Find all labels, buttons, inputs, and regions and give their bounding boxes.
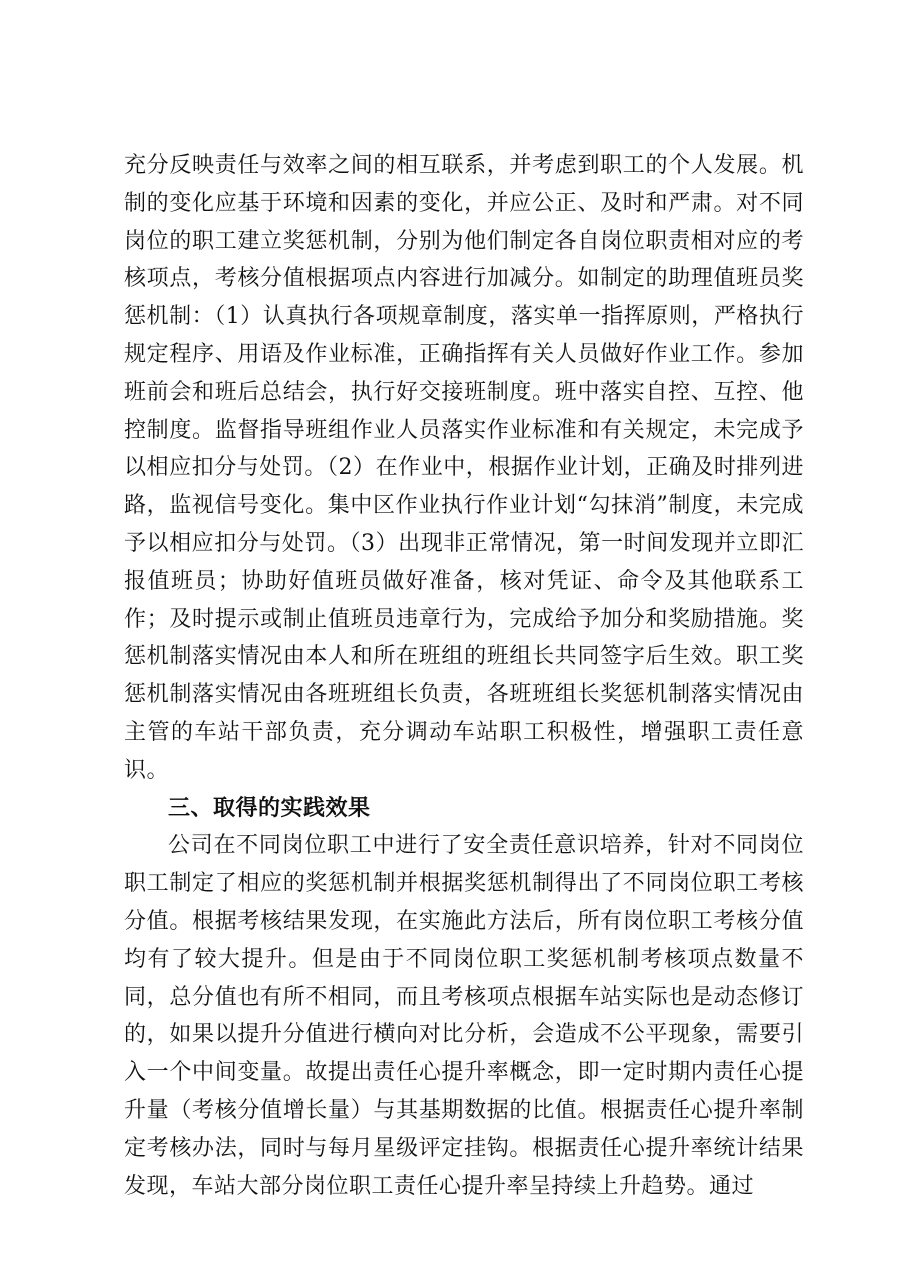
paragraph-reward-mechanism: 充分反映责任与效率之间的相互联系，并考虑到职工的个人发展。机制的变化应基于环境和因素的变化，并应公正、及时和严肃。对不同岗位的职工建立奖惩机制，分别为他们制定各自岗位职责相对应的考核项点，考核分值根据项点内容进行加减分。如制定的助理值班员奖惩机制：（1）认真执行各项规章制度，落实单一指挥原则，严格执行规定程序、用语及作业标准，正确指挥有关人员做好作业工作。参加班前会和班后总结会，执行好交接班制度。班中落实自控、互控、他控制度。监督指导班组作业人员落实作业标准和有关规定，未完成予以相应扣分与处罚。（2）在作业中，根据作业计划，正确及时排列进路，监视信号变化。集中区作业执行作业计划“勾抹消”制度，未完成予以相应扣分与处罚。（3）出现非正常情况，第一时间发现并立即汇报值班员；协助好值班员做好准备，核对凭证、命令及其他联系工作；及时提示或制止值班员违章行为，完成给予加分和奖励措施。奖惩机制落实情况由本人和所在班组的班组长共同签字后生效。职工奖惩机制落实情况由各班班组长负责，各班班组长奖惩机制落实情况由主管的车站干部负责，充分调动车站职工积极性，增强职工责任意识。 <box>124 153 804 783</box>
document-body <box>124 147 804 1205</box>
paragraph-practice-results: 公司在不同岗位职工中进行了安全责任意识培养，针对不同岗位职工制定了相应的奖惩机制并根据奖惩机制得出了不同岗位职工考核分值。根据考核结果发现，在实施此方法后，所有岗位职工考核分值均有了较大提升。但是由于不同岗位职工奖惩机制考核项点数量不同，总分值也有所不相同，而且考核项点根据车站实际也是动态修订的，如果以提升分值进行横向对比分析，会造成不公平现象，需要引入一个中间变量。故提出责任心提升率概念，即一定时期内责任心提升量（考核分值增长量）与其基期数据的比值。根据责任心提升率制定考核办法，同时与每月星级评定挂钩。根据责任心提升率统计结果发现，车站大部分岗位职工责任心提升率呈持续上升趋势。通过 <box>124 833 804 1199</box>
section-heading-practice-results: 三、取得的实践效果 <box>168 795 371 821</box>
